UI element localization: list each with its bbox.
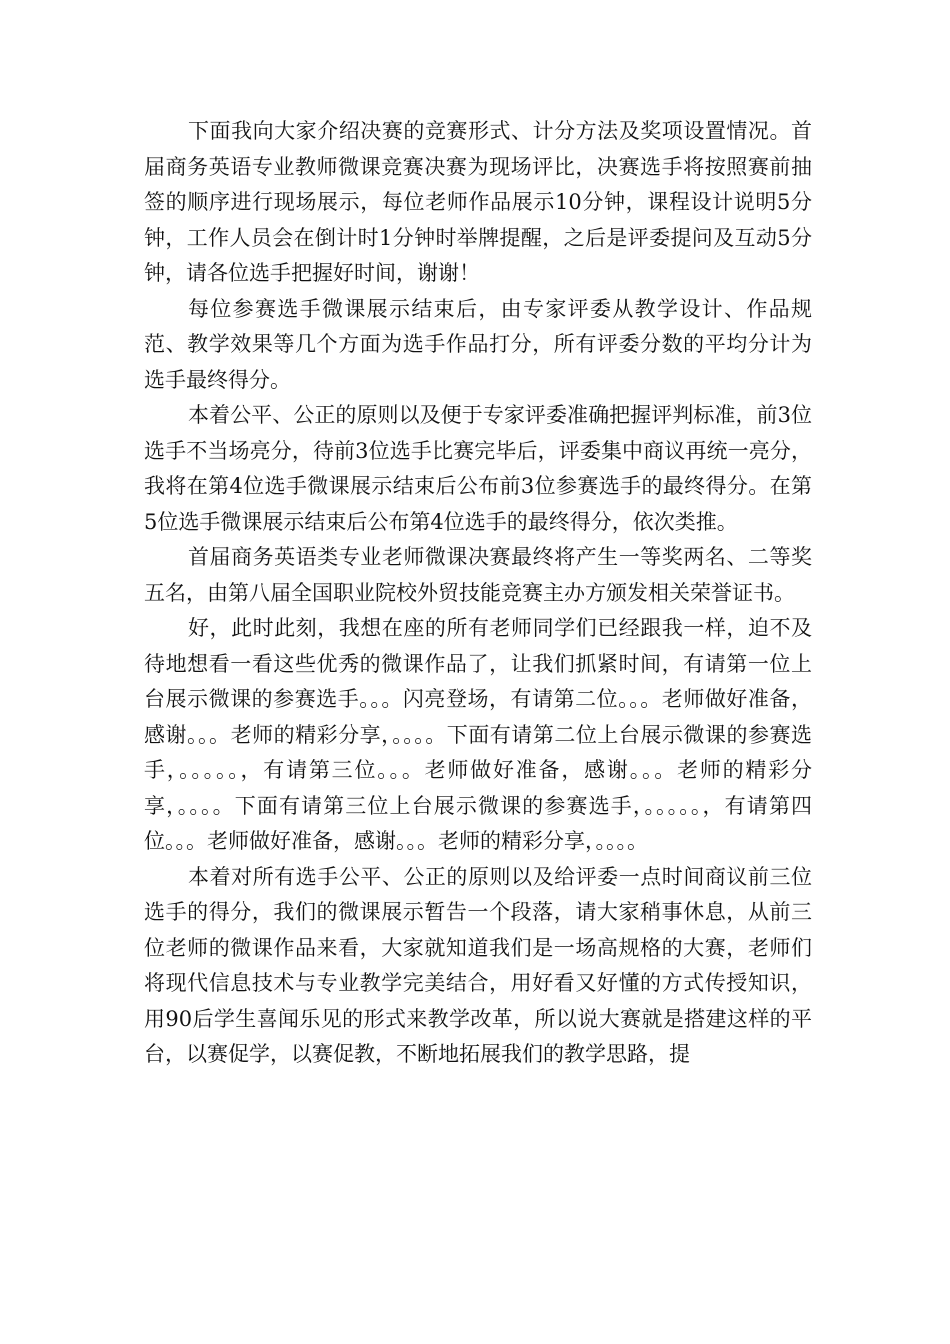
paragraph-score-announcement: 本着公平、公正的原则以及便于专家评委准确把握评判标准，前3位选手不当场亮分，待前3位选手比赛完毕后，评委集中商议再统一亮分，我将在第4位选手微课展示结束后公布前3位参赛选手的最终得分。在第5位选手微课展示结束后公布第4位选手的最终得分，依次类推。	[144, 403, 812, 534]
paragraph-competition-format: 下面我向大家介绍决赛的竞赛形式、计分方法及奖项设置情况。首届商务英语专业教师微课竞赛决赛为现场评比，决赛选手将按照赛前抽签的顺序进行现场展示，每位老师作品展示10分钟，课程设计说明5分钟，工作人员会在倒计时1分钟时举牌提醒，之后是评委提问及互动5分钟，请各位选手把握好时间，谢谢！	[144, 119, 812, 285]
paragraph-intermission: 本着对所有选手公平、公正的原则以及给评委一点时间商议前三位选手的得分，我们的微课展示暂告一个段落，请大家稍事休息，从前三位老师的微课作品来看，大家就知道我们是一场高规格的大赛，老师们将现代信息技术与专业教学完美结合，用好看又好懂的方式传授知识，用90后学生喜闻乐见的形式来教学改革，所以说大赛就是搭建这样的平台，以赛促学，以赛促教，不断地拓展我们的教学思路，提	[144, 864, 812, 1066]
paragraph-contestant-introductions: 好，此时此刻，我想在座的所有老师同学们已经跟我一样，迫不及待地想看一看这些优秀的微课作品了，让我们抓紧时间，有请第一位上台展示微课的参赛选手。。。闪亮登场，有请第二位。。。老师做好准备，感谢。。。老师的精彩分享，。。。。下面有请第二位上台展示微课的参赛选手，。。。。。，有请第三位。。。老师做好准备，感谢。。。老师的精彩分享，。。。。下面有请第三位上台展示微课的参赛选手，。。。。。，有请第四位。。。老师做好准备，感谢。。。老师的精彩分享，。。。。	[144, 616, 812, 853]
document-body	[144, 114, 812, 1073]
paragraph-awards: 首届商务英语类专业老师微课决赛最终将产生一等奖两名、二等奖五名，由第八届全国职业院校外贸技能竞赛主办方颁发相关荣誉证书。	[144, 545, 812, 605]
paragraph-scoring-method: 每位参赛选手微课展示结束后，由专家评委从教学设计、作品规范、教学效果等几个方面为选手作品打分，所有评委分数的平均分计为选手最终得分。	[144, 296, 812, 392]
